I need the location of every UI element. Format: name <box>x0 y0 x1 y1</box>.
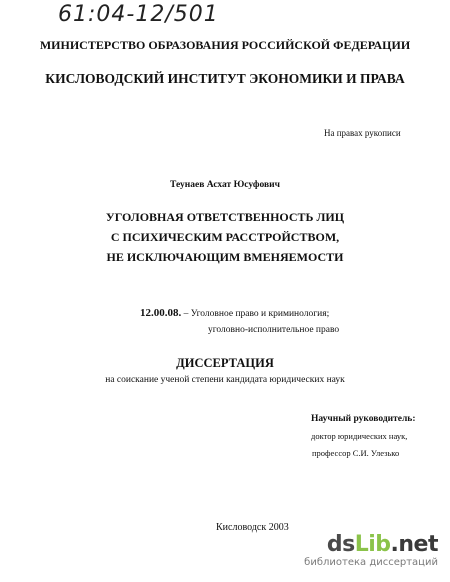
supervisor-label: Научный руководитель: <box>311 414 416 424</box>
author-name: Теунаев Асхат Юсуфович <box>170 180 280 190</box>
dslib-subtitle: библиотека диссертаций <box>304 557 438 568</box>
specialty-name: – Уголовное право и криминология; <box>181 309 330 319</box>
supervisor-name: профессор С.И. Улезько <box>312 448 400 458</box>
title-line-2: С ПСИХИЧЕСКИМ РАССТРОЙСТВОМ, <box>110 230 340 244</box>
title-line-1: УГОЛОВНАЯ ОТВЕТСТВЕННОСТЬ ЛИЦ <box>105 210 345 224</box>
ministry-heading: МИНИСТЕРСТВО ОБРАЗОВАНИЯ РОССИЙСКОЙ ФЕДЕРАЦИИ <box>39 38 411 52</box>
dslib-watermark[interactable] <box>304 534 438 568</box>
rights-note: На правах рукописи <box>324 128 401 138</box>
degree-line: на соискание ученой степени кандидата юридических наук <box>105 375 345 385</box>
specialty-code: 12.00.08. <box>140 307 182 319</box>
dslib-logo[interactable]: dsLib.net <box>326 532 438 557</box>
specialty-line-1 <box>140 307 329 319</box>
supervisor-degree: доктор юридических наук, <box>311 431 408 441</box>
document-type: ДИССЕРТАЦИЯ <box>176 356 274 370</box>
specialty-line-2: уголовно-исполнительное право <box>208 325 340 335</box>
handwritten-archive-code: 61:04-12/501 <box>58 2 219 27</box>
city-year: Кисловодск 2003 <box>216 522 289 533</box>
institute-heading: КИСЛОВОДСКИЙ ИНСТИТУТ ЭКОНОМИКИ И ПРАВА <box>45 71 405 86</box>
title-line-3: НЕ ИСКЛЮЧАЮЩИМ ВМЕНЯЕМОСТИ <box>106 250 344 264</box>
